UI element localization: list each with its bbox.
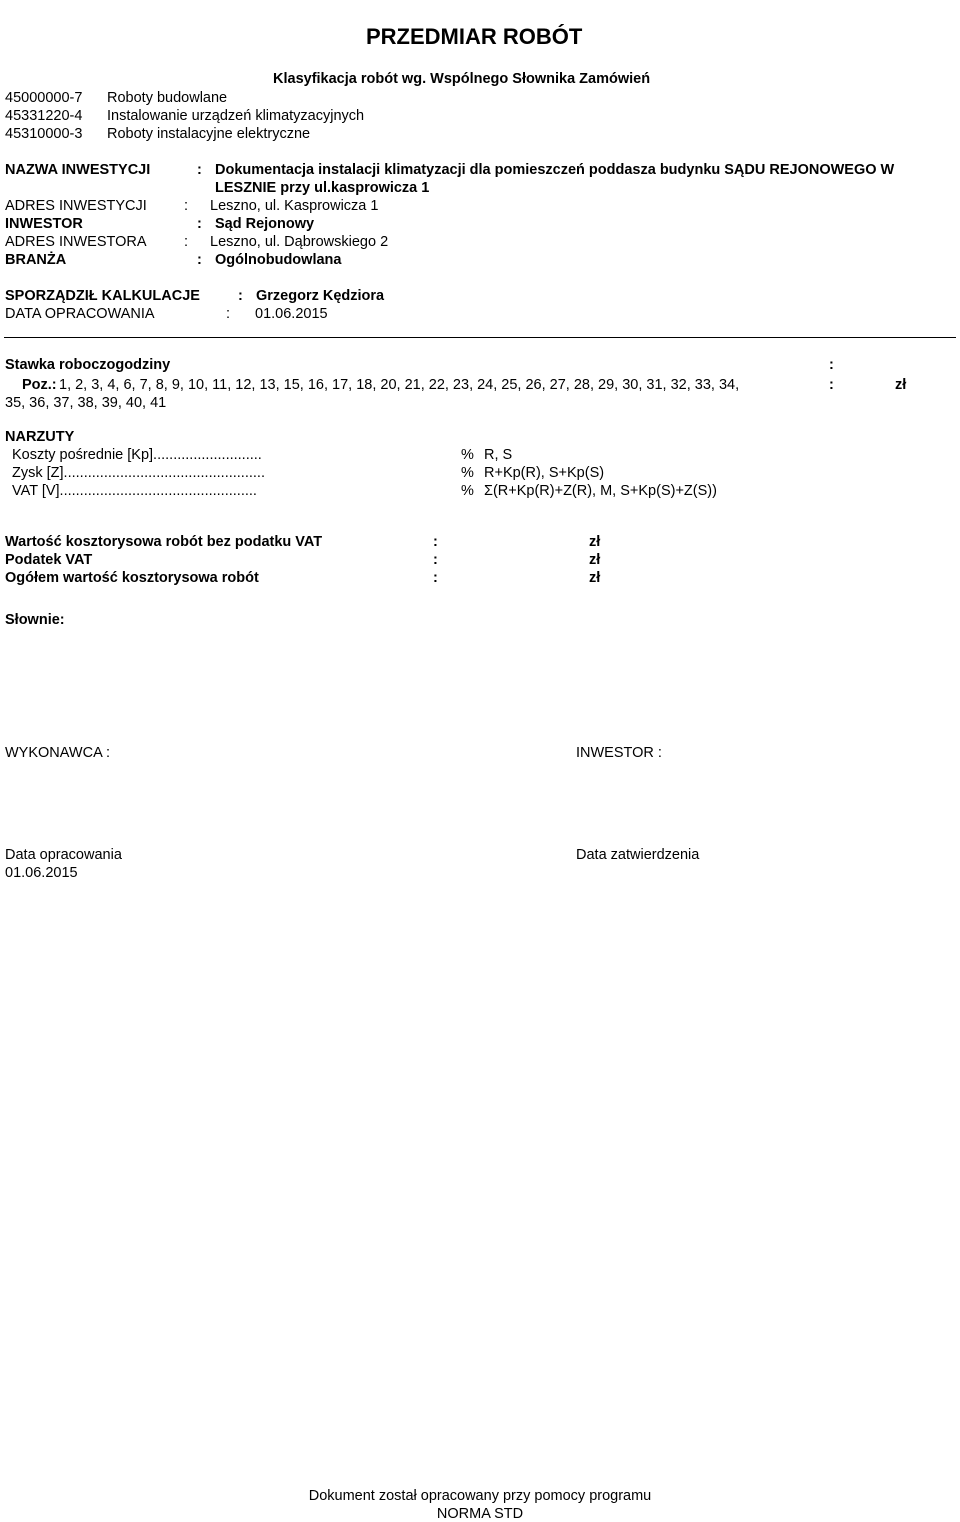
branch-label: BRANŻA: [5, 252, 67, 268]
total-gross-currency: zł: [589, 570, 601, 586]
prepared-date-label: DATA OPRACOWANIA: [5, 306, 155, 322]
page-title: PRZEDMIAR ROBÓT: [366, 24, 583, 49]
investment-name-value-cont: LESZNIE przy ul.kasprowicza 1: [215, 180, 430, 196]
investor-address-value: Leszno, ul. Dąbrowskiego 2: [210, 234, 389, 250]
overhead-percent: %: [461, 447, 474, 463]
investor-value: Sąd Rejonowy: [215, 216, 315, 232]
classification-name: Instalowanie urządzeń klimatyzacyjnych: [107, 108, 365, 124]
investment-address-value: Leszno, ul. Kasprowicza 1: [210, 198, 379, 214]
investor-signature-label: INWESTOR :: [576, 745, 662, 761]
amount-in-words-label: Słownie:: [5, 612, 65, 628]
classification-name: Roboty instalacyjne elektryczne: [107, 126, 311, 142]
total-net-currency: zł: [589, 534, 601, 550]
colon-separator: :: [226, 306, 231, 322]
positions-currency: zł: [895, 377, 907, 393]
classification-code: 45331220-4: [5, 108, 83, 124]
branch-value: Ogólnobudowlana: [215, 252, 342, 268]
colon-separator: :: [197, 162, 202, 178]
colon-separator: :: [197, 252, 202, 268]
investment-address-label: ADRES INWESTYCJI: [5, 198, 147, 214]
total-gross-label: Ogółem wartość kosztorysowa robót: [5, 570, 259, 586]
vat-currency: zł: [589, 552, 601, 568]
prepared-date-value: 01.06.2015: [255, 306, 328, 322]
section-divider: [4, 337, 956, 338]
positions-label: Poz.:: [22, 377, 57, 393]
classification-code: 45310000-3: [5, 126, 83, 142]
classification-name: Roboty budowlane: [107, 90, 228, 106]
prepared-by-label: SPORZĄDZIŁ KALKULACJE: [5, 288, 200, 304]
vat-colon: :: [433, 552, 438, 568]
rate-colon: :: [829, 357, 834, 373]
colon-separator: :: [184, 234, 189, 250]
overheads-heading: NARZUTY: [5, 429, 75, 445]
positions-list-cont: 35, 36, 37, 38, 39, 40, 41: [5, 395, 167, 411]
vat-label: Podatek VAT: [5, 552, 93, 568]
total-net-colon: :: [433, 534, 438, 550]
total-net-label: Wartość kosztorysowa robót bez podatku VAT: [5, 534, 323, 550]
overhead-basis: R+Kp(R), S+Kp(S): [484, 465, 605, 481]
footer-software-name: NORMA STD: [436, 1506, 524, 1522]
colon-separator: :: [184, 198, 189, 214]
contractor-signature-label: WYKONAWCA :: [5, 745, 110, 761]
investment-name-value: Dokumentacja instalacji klimatyzacji dla pomieszczeń poddasza budynku SĄDU REJONOWEGO W: [215, 162, 895, 178]
overhead-label: Koszty pośrednie [Kp]...........................: [12, 447, 262, 463]
investor-address-label: ADRES INWESTORA: [5, 234, 147, 250]
colon-separator: :: [197, 216, 202, 232]
overhead-label: VAT [V].................................................: [12, 483, 257, 499]
preparation-date-value: 01.06.2015: [5, 865, 78, 881]
classification-heading: Klasyfikacja robót wg. Wspólnego Słownika Zamówień: [273, 71, 651, 87]
classification-code: 45000000-7: [5, 90, 83, 106]
overhead-percent: %: [461, 483, 474, 499]
total-gross-colon: :: [433, 570, 438, 586]
overhead-label: Zysk [Z]..................................................: [12, 465, 265, 481]
prepared-by-value: Grzegorz Kędziora: [256, 288, 385, 304]
overhead-percent: %: [461, 465, 474, 481]
overhead-basis: R, S: [484, 447, 513, 463]
colon-separator: :: [238, 288, 243, 304]
positions-list: 1, 2, 3, 4, 6, 7, 8, 9, 10, 11, 12, 13, 15, 16, 17, 18, 20, 21, 22, 23, 24, 25, 26, 27, 28, 29, 30, 31, 32, 33, 34,: [59, 377, 740, 393]
footer-line: Dokument został opracowany przy pomocy programu: [308, 1488, 652, 1504]
approval-date-label: Data zatwierdzenia: [576, 847, 700, 863]
investment-name-label: NAZWA INWESTYCJI: [5, 162, 151, 178]
investor-label: INWESTOR: [5, 216, 83, 232]
preparation-date-label: Data opracowania: [5, 847, 122, 863]
overhead-basis: Σ(R+Kp(R)+Z(R), M, S+Kp(S)+Z(S)): [484, 483, 717, 499]
positions-colon: :: [829, 377, 834, 393]
rate-label: Stawka roboczogodziny: [5, 357, 171, 373]
